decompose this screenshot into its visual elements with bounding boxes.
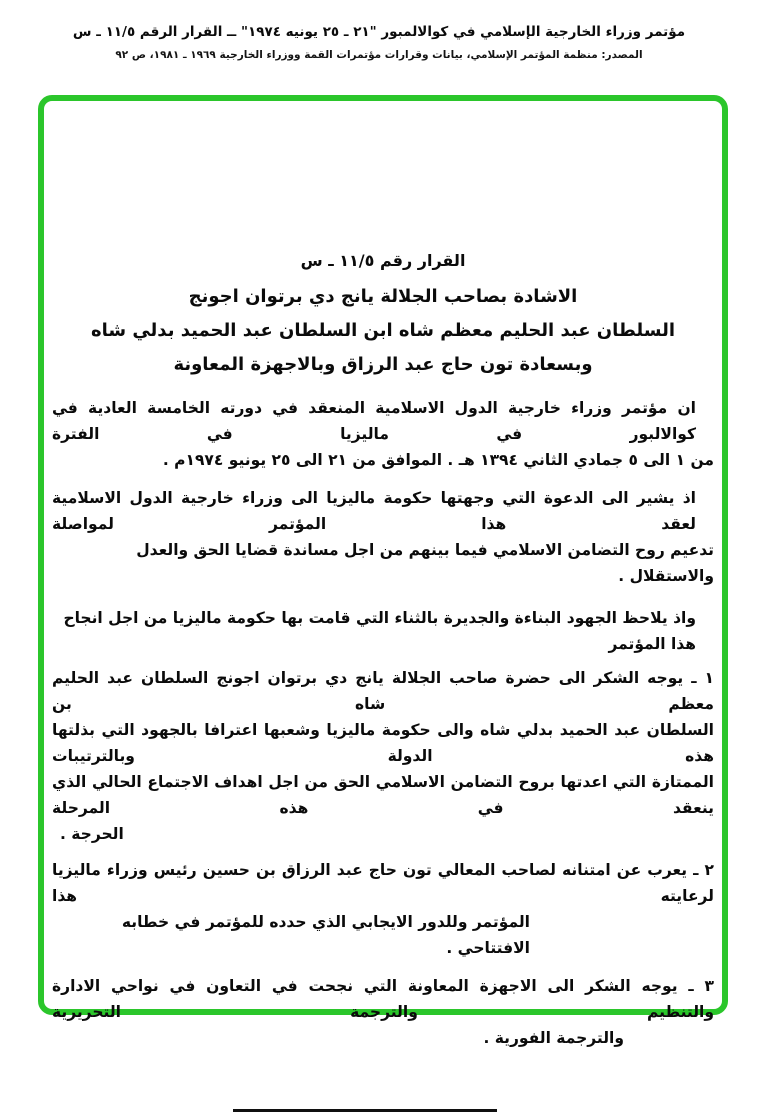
- paragraph-line: ١ ـ يوجه الشكر الى حضرة صاحب الجلالة يانج دي برتوان اجونج السلطان عبد الحليم معظم شاه بن: [52, 669, 714, 713]
- preamble-paragraph-3: [52, 605, 714, 657]
- resolution-item-2: [52, 857, 714, 961]
- paragraph-line: من ١ الى ٥ جمادي الثاني ١٣٩٤ هـ . الموافق من ٢١ الى ٢٥ يونيو ١٩٧٤م .: [162, 451, 714, 469]
- paragraph-line: المؤتمر وللدور الايجابي الذي حدده للمؤتمر في خطابه الافتتاحي .: [121, 913, 530, 957]
- resolution-item-1: [52, 665, 714, 847]
- paragraph-line: ٢ ـ يعرب عن امتنانه لصاحب المعالي تون حاج عبد الرزاق بن حسين رئيس وزراء ماليزيا لرعايته هذا: [52, 861, 714, 905]
- decision-number: القرار رقم ١١/٥ ـ س: [300, 251, 466, 270]
- paragraph-line: تدعيم روح التضامن الاسلامي فيما بينهم من اجل مساندة قضايا الحق والعدل والاستقلال .: [136, 541, 714, 585]
- header-source-citation: المصدر: منظمة المؤتمر الإسلامي، بيانات وقرارات مؤتمرات القمة ووزراء الخارجية ١٩٦٩ ـ ١٩٨١، ص ٩٢: [115, 49, 643, 61]
- title-line-3: وبسعادة تون حاج عبد الرزاق وبالاجهزة المعاونة: [173, 354, 593, 375]
- document-title: [52, 280, 714, 382]
- paragraph-line: السلطان عبد الحميد بدلي شاه والى حكومة ماليزيا وشعبها اعترافا بالجهود التي بذلتها هذه الدولة وبالترتيبات: [52, 721, 714, 765]
- paragraph-line: ان مؤتمر وزراء خارجية الدول الاسلامية المنعقد في دورته الخامسة العادية في كوالالبور في ماليزيا في الفترة: [52, 399, 696, 443]
- document-frame: [38, 95, 728, 1047]
- paragraph-line: ٣ ـ يوجه الشكر الى الاجهزة المعاونة التي نجحت في التعاون في نواحي الادارة والتنظيم والترجمة التحريرية: [52, 977, 714, 1021]
- title-line-2: السلطان عبد الحليم معظم شاه ابن السلطان عبد الحميد بدلي شاه: [90, 320, 676, 341]
- paragraph-line: اذ يشير الى الدعوة التي وجهتها حكومة ماليزيا الى وزراء خارجية الدول الاسلامية لعقد هذا المؤتمر لمواصلة: [52, 489, 696, 533]
- header-conference-title: مؤتمر وزراء الخارجية الإسلامي في كوالالمبور "٢١ ـ ٢٥ يونيه ١٩٧٤" ــ القرار الرقم ١١/٥ ـ س: [72, 24, 686, 40]
- preamble-paragraph-1: [52, 395, 714, 473]
- paragraph-line: الحرجة .: [60, 825, 124, 843]
- title-line-1: الاشادة بصاحب الجلالة يانج دي برتوان اجونج: [188, 286, 578, 307]
- paragraph-line: الممتازة التي اعدتها بروح التضامن الاسلامي الحق من اجل اهداف الاجتماع الحالي الذي ينعقد في هذه المرحلة: [52, 773, 714, 817]
- resolution-item-3: [52, 973, 714, 1051]
- paragraph-line: والترجمة الفورية .: [483, 1029, 624, 1047]
- paragraph-line: واذ يلاحظ الجهود البناءة والجديرة بالثناء التي قامت بها حكومة ماليزيا من اجل انجاح هذا المؤتمر: [63, 609, 696, 653]
- preamble-paragraph-2: [52, 485, 714, 589]
- page-header: [0, 24, 758, 61]
